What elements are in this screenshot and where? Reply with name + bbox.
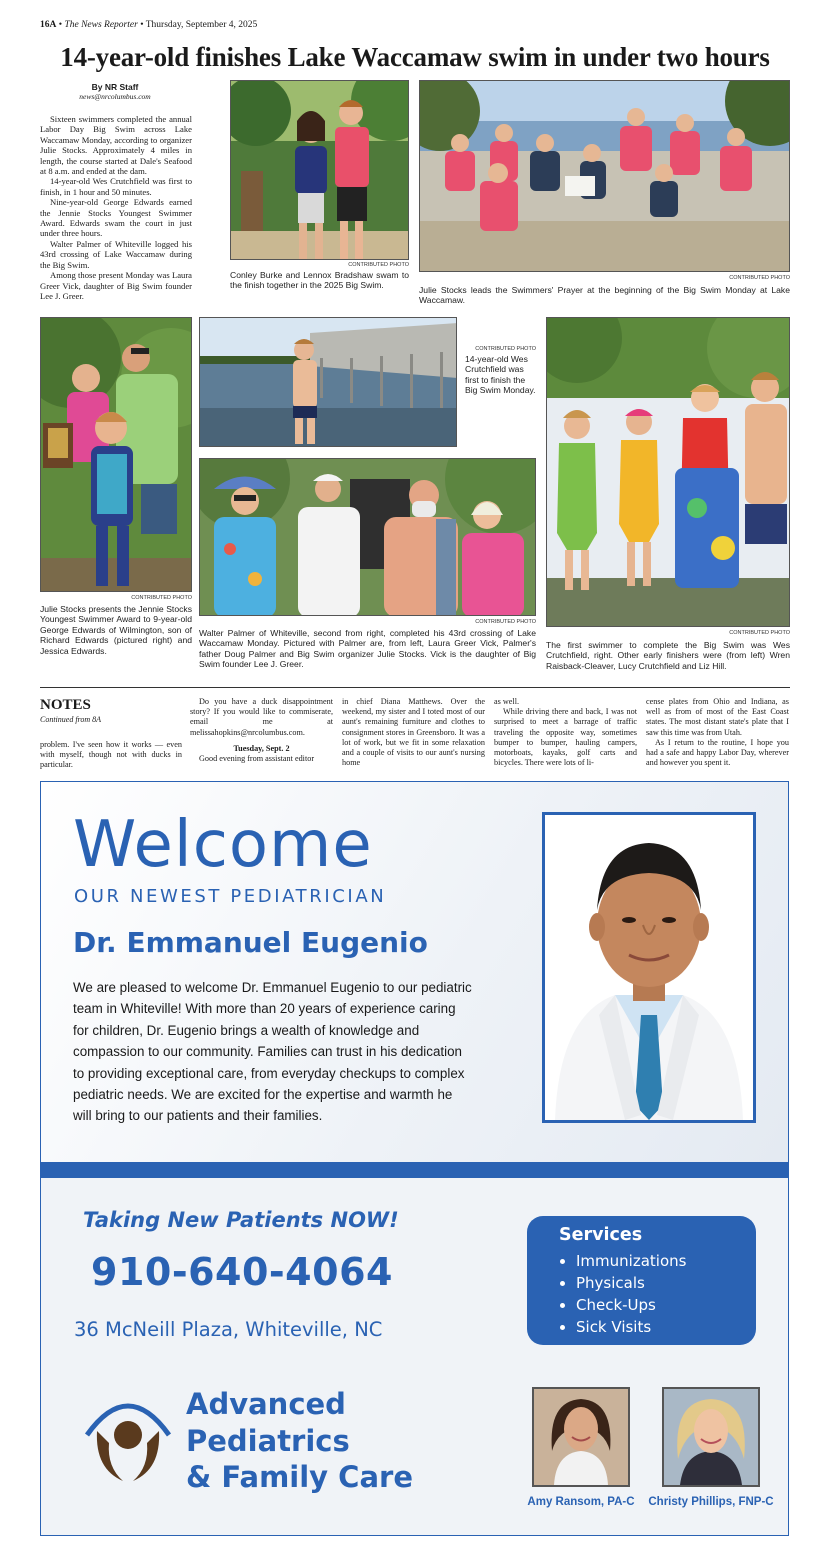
ad-phone-number: 910-640-4064: [91, 1250, 393, 1294]
page-folio: 16A • The News Reporter • Thursday, September 4, 2025: [40, 20, 258, 30]
photo-credit: CONTRIBUTED PHOTO: [475, 619, 536, 625]
photo-credit: CONTRIBUTED PHOTO: [729, 275, 790, 281]
practice-logo-icon: [83, 1383, 173, 1493]
notes-title: NOTES: [40, 697, 91, 713]
ad-contact-section: [41, 1178, 788, 1535]
notes-column-1: problem. I've seen how it works — even with myself, though not with ducks in particular.: [40, 740, 182, 770]
article-paragraph: Nine-year-old George Edwards earned the Jennie Stocks Youngest Swimmer Award. Edwards swam the court in just under three hours.: [40, 197, 192, 239]
service-item: Check-Ups: [559, 1294, 756, 1316]
byline-email: news@nrcolumbus.com: [79, 92, 151, 101]
article-body: [40, 114, 192, 301]
byline: [40, 82, 190, 102]
services-title: Services: [559, 1225, 643, 1245]
article-headline: 14-year-old finishes Lake Waccamaw swim in under two hours: [60, 42, 770, 72]
ad-welcome: Welcome: [73, 808, 373, 882]
section-divider: [40, 687, 790, 688]
staff-photo-phillips: [662, 1387, 760, 1487]
ad-address: 36 McNeill Plaza, Whiteville, NC: [74, 1318, 383, 1341]
practice-name: Advanced Pediatrics & Family Care: [186, 1387, 413, 1494]
article-paragraph: Among those present Monday was Laura Greer Vick, daughter of Big Swim founder Lee J. Greer.: [40, 270, 192, 301]
staff-photo-ransom: [532, 1387, 630, 1487]
service-item: Physicals: [559, 1272, 756, 1294]
notes-column-4: as well. While driving there and back, I was not surprised to meet a barrage of traffic traveling the opposite way, sometimes bumper to bumper, hauling campers, motorboats, kayaks, golf carts and bicycles. There were lots of li-: [494, 697, 637, 768]
services-box: [527, 1216, 756, 1345]
publication-name: The News Reporter: [64, 20, 138, 30]
photo-credit: CONTRIBUTED PHOTO: [131, 595, 192, 601]
service-item: Sick Visits: [559, 1316, 756, 1338]
ad-taking-patients: Taking New Patients NOW!: [83, 1208, 399, 1232]
photo-swimmers-prayer: [419, 80, 790, 272]
notes-continued: Continued from 8A: [40, 715, 102, 724]
photo-caption: The first swimmer to complete the Big Swim was Wes Crutchfield, right. Other early finishers were (from left) Wren Raisback-Cleaver, Lucy Crutchfield and Liz Hill.: [546, 640, 790, 671]
article-paragraph: Sixteen swimmers completed the annual Labor Day Big Swim across Lake Waccamaw Monday, according to organizer Julie Stocks. Approximately 4 miles in length, the course started at Dale's Seafood at 8 a.m. and ended at the dam.: [40, 114, 192, 177]
photo-wes-crutchfield: [199, 317, 457, 447]
photo-burke-bradshaw: [230, 80, 409, 260]
ad-body-text: We are pleased to welcome Dr. Emmanuel Eugenio to our pediatric team in Whiteville! With more than 20 years of experience caring for children, Dr. Eugenio brings a wealth of knowledge and compassion to our community. Families can trust in his dedication to providing exceptional care, from everyday checkups to complex pediatric needs. We are excited for the expertise and warmth he will bring to our patients and their families.: [73, 980, 472, 1124]
photo-youngest-swimmer-award: [40, 317, 192, 592]
ad-doctor-name: Dr. Emmanuel Eugenio: [73, 926, 428, 959]
notes-column-2: Do you have a duck disappointment story? If you would like to commiserate, email me at melissahopkins@nrcolumbus.com. Tuesday, Sept. 2 Good evening from assistant editor: [190, 697, 333, 764]
article-paragraph: Walter Palmer of Whiteville logged his 43rd crossing of Lake Waccamaw during the Big Swim.: [40, 238, 192, 270]
notes-column-5: cense plates from Ohio and Indiana, as well as from of most of the East Coast states. The most distant state's plate that I saw this time was from Utah. As I return to the routine, I hope you had a safe and happy Labor Day, wherever and however you spent it.: [646, 697, 789, 768]
photo-walter-palmer-group: [199, 458, 536, 616]
services-list: [559, 1250, 756, 1338]
byline-author: By NR Staff: [91, 82, 139, 92]
photo-credit: CONTRIBUTED PHOTO: [348, 262, 409, 268]
article-paragraph: 14-year-old Wes Crutchfield was first to finish, in 1 hour and 50 minutes.: [40, 176, 192, 197]
photo-caption: Julie Stocks leads the Swimmers' Prayer at the beginning of the Big Swim Monday at Lake Waccamaw.: [419, 285, 790, 306]
photo-early-finishers: [546, 317, 790, 627]
photo-credit: CONTRIBUTED PHOTO: [475, 346, 536, 352]
pediatrics-advertisement: [40, 781, 789, 1536]
photo-caption: Julie Stocks presents the Jennie Stocks Youngest Swimmer Award to 9-year-old George Edwards of Wilmington, son of Richard Edwards (pictured right) and Jessica Edwards.: [40, 604, 192, 656]
photo-caption: Conley Burke and Lennox Bradshaw swam to the finish together in the 2025 Big Swim.: [230, 270, 409, 291]
staff-name: Christy Phillips, FNP-C: [648, 1496, 774, 1508]
ad-divider-band: [41, 1162, 788, 1178]
photo-credit: CONTRIBUTED PHOTO: [729, 630, 790, 636]
issue-date: Thursday, September 4, 2025: [145, 20, 258, 30]
ad-subtitle: OUR NEWEST PEDIATRICIAN: [74, 886, 387, 907]
doctor-portrait: [542, 812, 756, 1123]
page-number: 16A: [40, 20, 57, 30]
notes-day-heading: Tuesday, Sept. 2: [233, 743, 290, 753]
photo-caption: Walter Palmer of Whiteville, second from right, completed his 43rd crossing of Lake Waccamaw Monday. Pictured with Palmer are, from left, Laura Greer Vick, Palmer's father Doug Palmer and Big Swim organizer Julie Stocks. Vick is the daughter of Big Swim founder Lee J. Greer.: [199, 628, 536, 670]
photo-caption: 14-year-old Wes Crutchfield was first to finish the Big Swim Monday.: [465, 354, 536, 396]
notes-column-3: in chief Diana Matthews. Over the weekend, my sister and I toted most of our aunt's remaining furniture and clothes to consignment stores in Greensboro. It was a lot of work, but we fit in some relaxation and a couple of visits to our aunt's nursing home: [342, 697, 485, 768]
ad-welcome-section: [41, 782, 788, 1162]
service-item: Immunizations: [559, 1250, 756, 1272]
staff-name: Amy Ransom, PA-C: [527, 1496, 635, 1508]
